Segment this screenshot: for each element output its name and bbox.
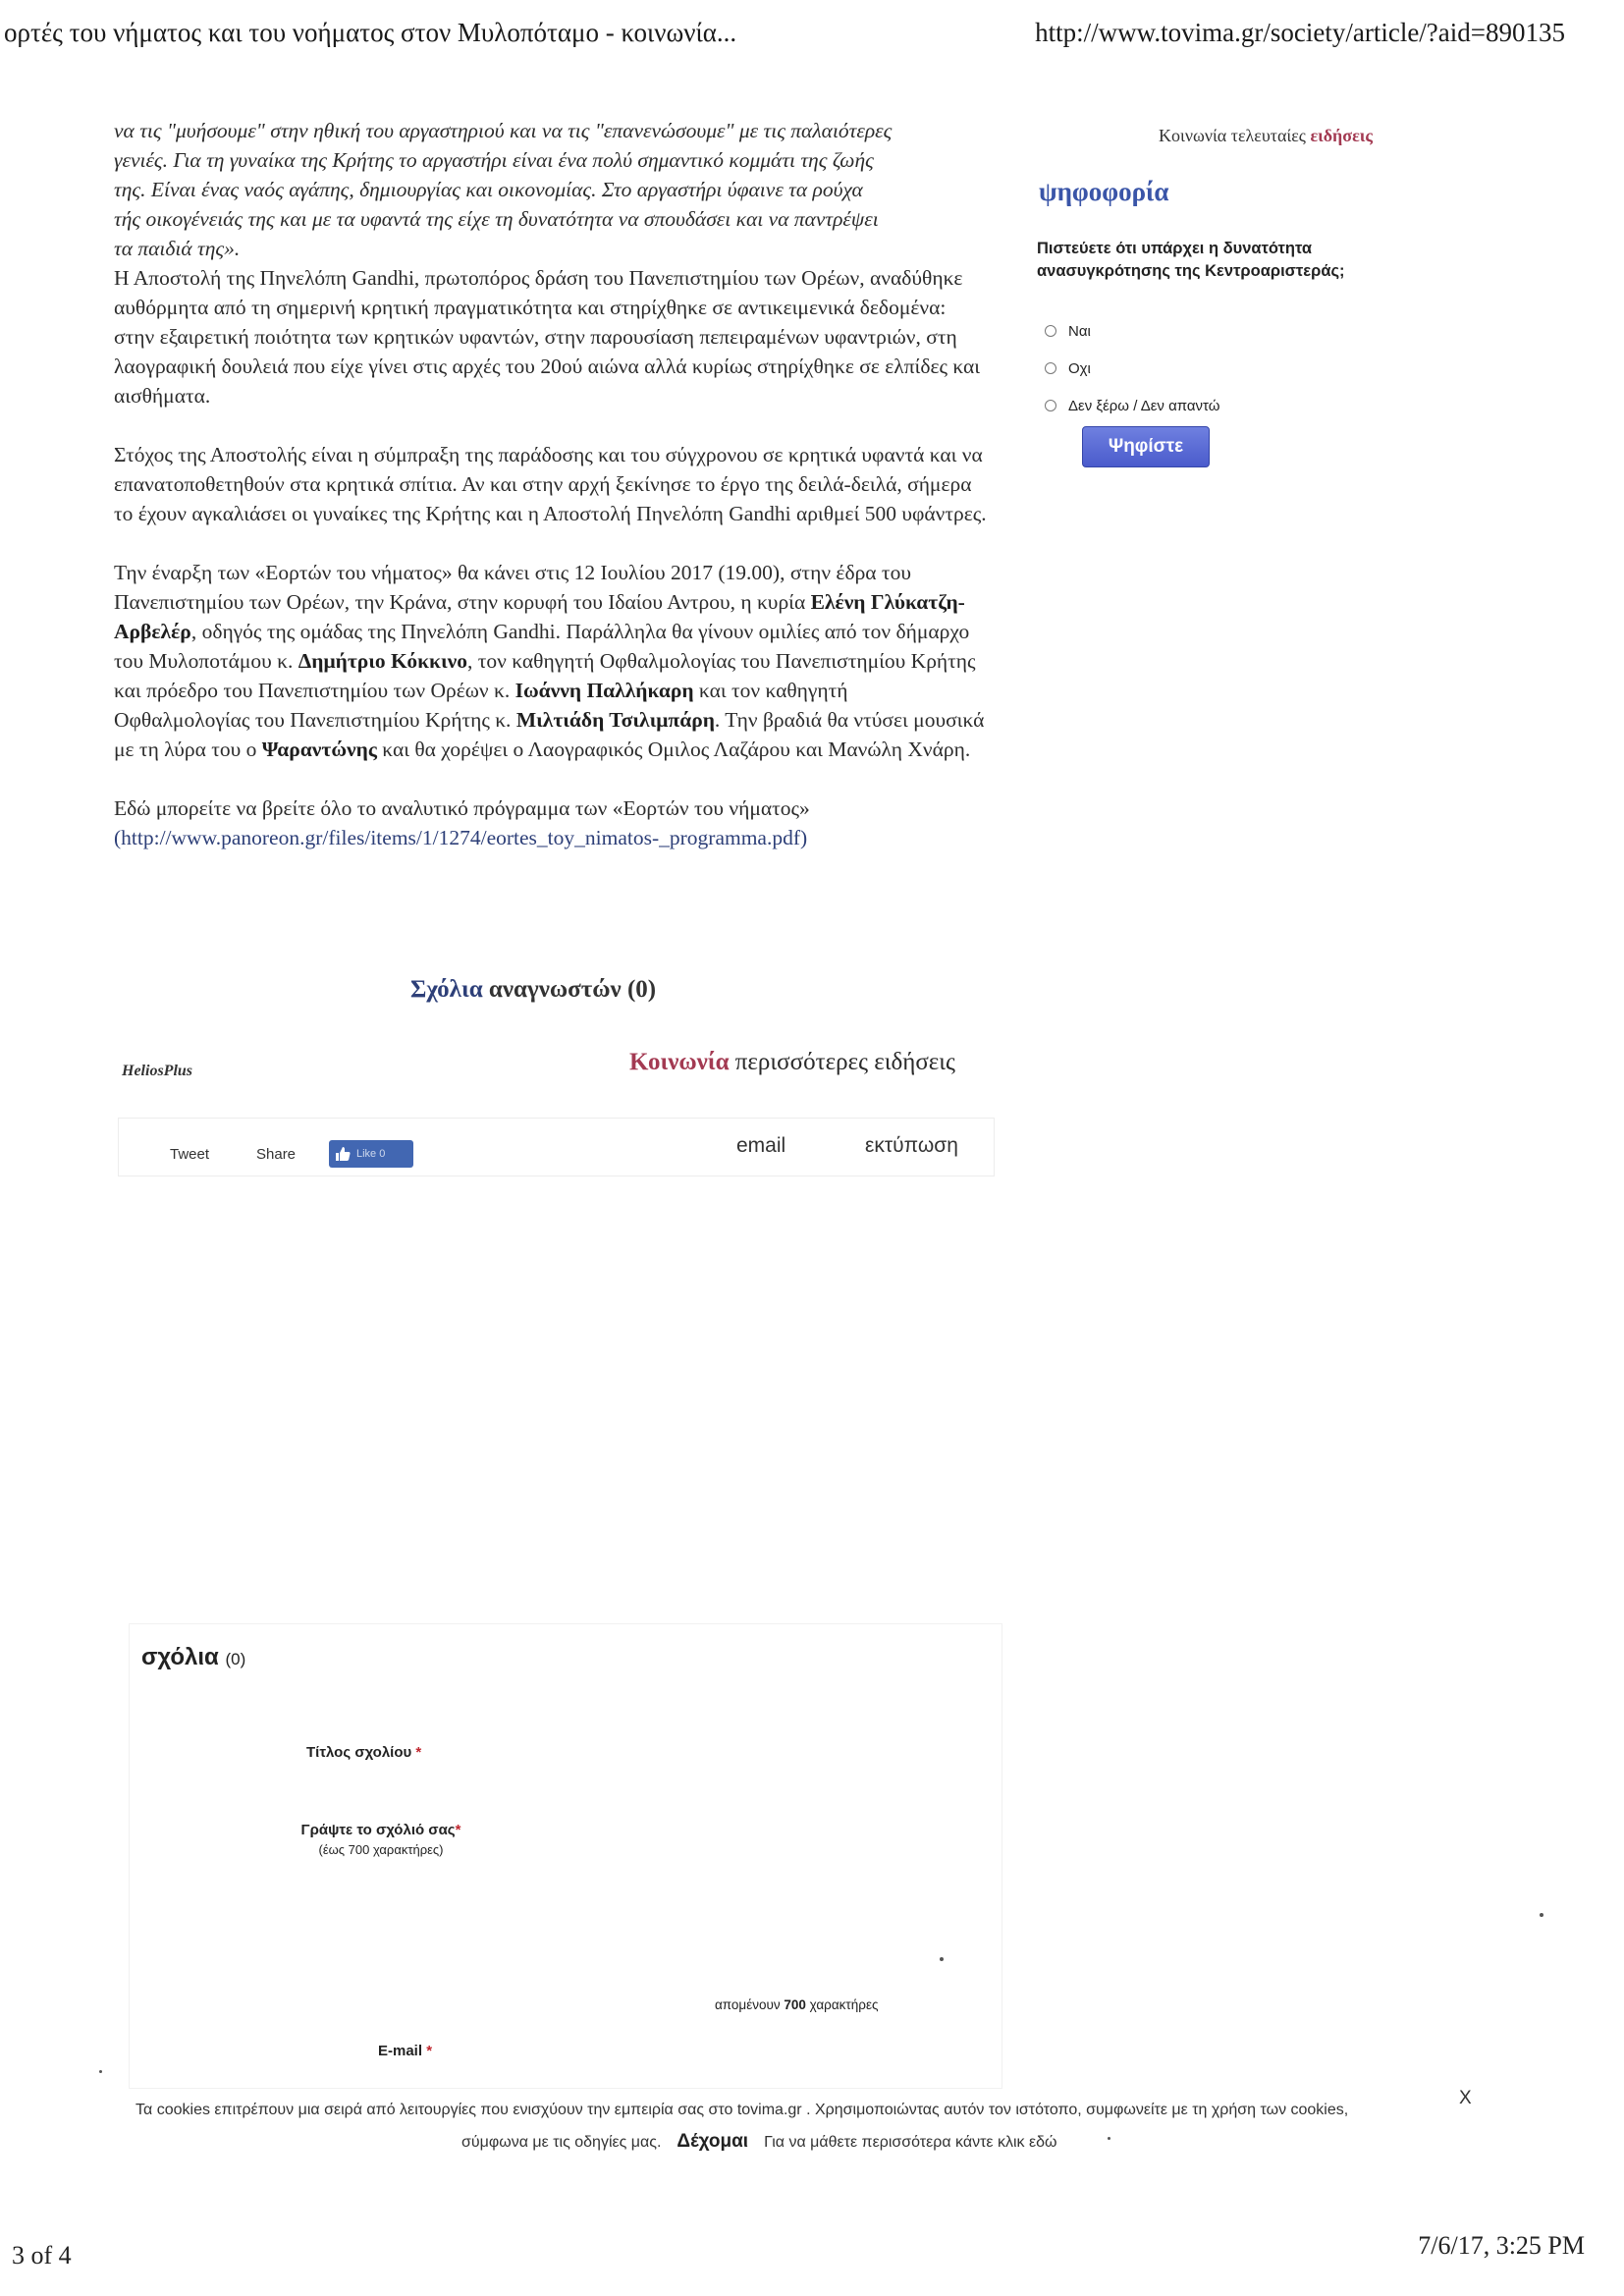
poll-option-no[interactable]	[1045, 350, 1219, 387]
article-paragraph	[114, 793, 988, 852]
vote-button[interactable]: Ψηφίστε	[1082, 426, 1210, 467]
comment-form-heading	[141, 1644, 245, 1671]
accept-cookies-button[interactable]: Δέχομαι	[677, 2131, 749, 2152]
required-mark: *	[415, 1744, 422, 1761]
poll-question: Πιστεύετε ότι υπάρχει η δυνατότητα ανασυγκρότησης της Κεντροαριστεράς;	[1037, 240, 1345, 280]
quote-line: να τις "μυήσουμε" στην ηθική του αργαστηριού και να τις "επανενώσουμε" με τις παλαιότερες	[114, 119, 893, 142]
tweet-button[interactable]: Tweet	[170, 1146, 210, 1163]
radio-button[interactable]	[1045, 400, 1056, 411]
email-link[interactable]: email	[736, 1134, 786, 1157]
scan-speck	[1540, 1913, 1543, 1917]
scan-speck	[1108, 2137, 1110, 2140]
more-news-link[interactable]	[629, 1049, 955, 1076]
program-pdf-link[interactable]: (http://www.panoreon.gr/files/items/1/1274/eortes_toy_nimatos-_programma.pdf)	[114, 826, 808, 849]
quote-line: τής οικογένειάς της και με τα υφαντά της είχε τη δυνατότητα να σπουδάσει και να παντρέψει	[114, 207, 879, 231]
scan-speck	[99, 2070, 102, 2073]
poll-option-yes[interactable]	[1045, 312, 1219, 350]
comment-length-hint: (έως 700 χαρακτήρες)	[318, 1842, 444, 1857]
poll-option-label: Οχι	[1068, 359, 1091, 377]
cookie-more-info-link[interactable]: Για να μάθετε περισσότερα κάντε κλικ εδώ	[764, 2134, 1057, 2151]
poll-option-label: Δεν ξέρω / Δεν απαντώ	[1068, 397, 1220, 414]
remaining-characters	[715, 1997, 878, 2012]
comments-heading-accent: Σχόλια	[410, 976, 483, 1003]
person-name: Ελένη Γλύκατζη-Αρβελέρ	[114, 590, 965, 643]
radio-button[interactable]	[1045, 362, 1056, 374]
poll-option-label: Ναι	[1068, 322, 1091, 340]
print-link[interactable]: εκτύπωση	[865, 1134, 958, 1157]
person-name: Δημήτριο Κόκκινο	[298, 649, 468, 673]
quote-line: τα παιδιά της».	[114, 237, 241, 260]
paragraph-text: Την έναρξη των «Εορτών του νήματος» θα κάνει στις 12 Ιουλίου 2017 (19.00), στην έδρα του Πανεπιστημίου των Ορέων, την Κράνα, στην κορυφή του Ιδαίου Αντρου, η κυρία	[114, 561, 911, 614]
more-news-text: περισσότερες ειδήσεις	[729, 1049, 955, 1075]
person-name: Ιωάννη Παλλήκαρη	[514, 679, 694, 702]
print-page-title: ορτές του νήματος και του νοήματος στον Μυλοπόταμο - κοινωνία...	[4, 18, 737, 47]
like-button[interactable]	[329, 1140, 413, 1168]
required-mark: *	[426, 2043, 433, 2059]
article-body	[114, 116, 988, 882]
remaining-count: 700	[784, 1997, 806, 2012]
thumbs-up-icon	[335, 1146, 351, 1162]
latest-news-accent: ειδήσεις	[1310, 126, 1373, 145]
cookie-notice	[108, 2088, 1522, 2157]
required-mark: *	[455, 1822, 461, 1838]
share-button[interactable]: Share	[256, 1146, 297, 1163]
comment-form-title: σχόλια	[141, 1644, 219, 1670]
quote-line: της. Είναι ένας ναός αγάπης, δημιουργίας και οικονομίας. Στο αργαστήρι ύφαινε τα ρούχα	[114, 178, 863, 201]
paragraph-text: Εδώ μπορείτε να βρείτε όλο το αναλυτικό πρόγραμμα των «Εορτών του νήματος»	[114, 796, 810, 820]
radio-button[interactable]	[1045, 325, 1056, 337]
quote-line: γενιές. Για τη γυναίκα της Κρήτης το αργαστήρι είναι ένα πολύ σημαντικό κομμάτι της ζωής	[114, 148, 874, 172]
comment-count: (0)	[225, 1650, 246, 1668]
more-news-section: Κοινωνία	[629, 1049, 730, 1075]
print-header	[0, 14, 1624, 53]
remaining-prefix: απομένουν	[715, 1997, 785, 2012]
email-label	[378, 2043, 432, 2059]
label-text: Τίτλος σχολίου	[306, 1744, 412, 1761]
remaining-suffix: χαρακτήρες	[805, 1997, 879, 2012]
scan-speck	[940, 1957, 944, 1961]
paragraph-text: και τον καθηγητή Οφθαλμολογίας του Πανεπιστημίου Κρήτης κ.	[114, 679, 848, 732]
paragraph-text: , οδηγός της ομάδας της Πηνελόπη Gandhi. Παράλληλα θα γίνουν ομιλίες από τον δήμαρχο του Μυλοποτάμου κ.	[114, 620, 970, 673]
poll-options	[1045, 312, 1219, 424]
comments-heading-rest: αναγνωστών (0)	[482, 976, 657, 1003]
paragraph-text: . Την βραδιά θα ντύσει μουσικά με τη λύρα του ο	[114, 708, 985, 761]
label-text: Γράψτε το σχόλιό σας	[300, 1822, 456, 1838]
latest-news-link[interactable]	[1159, 126, 1373, 146]
share-bar	[118, 1118, 995, 1176]
person-name: Μιλτιάδη Τσιλιμπάρη	[515, 708, 715, 732]
comment-body-label	[297, 1822, 465, 1838]
heliosplus-logo[interactable]: HeliosPlus	[122, 1063, 193, 1079]
article-paragraph	[114, 558, 988, 764]
like-label: Like 0	[356, 1148, 386, 1160]
article-paragraph: Η Αποστολή της Πηνελόπη Gandhi, πρωτοπόρος δράση του Πανεπιστημίου των Ορέων, αναδύθηκε αυθόρμητα από τη σημερινή κρητική πραγματικότητα και στηρίχθηκε σε αντικειμενικά δεδομένα: στην εξαιρετική ποιότητα των κρητικών υφαντών, στην παρουσίαση πεπειραμένων υφαντριών, στη λαογραφική δουλειά που είχε γίνει στις αρχές του 20ού αιώνα αλλά κυρίως στηρίχθηκε σε ελπίδες και αισθήματα.	[114, 266, 981, 408]
paragraph-text: και θα χορέψει ο Λαογραφικός Ομιλος Λαζάρου και Μανώλη Χνάρη.	[376, 738, 971, 761]
comment-title-label	[306, 1744, 421, 1761]
poll-option-dont-know[interactable]	[1045, 387, 1219, 424]
latest-news-prefix: Κοινωνία τελευταίες	[1159, 126, 1311, 145]
article-paragraph: Στόχος της Αποστολής είναι η σύμπραξη της παράδοσης και του σύγχρονου σε κρητικά υφαντά και να επανατοποθετηθούν στα κρητικά σπίτια. Αν και στην αρχή ξεκίνησε το έργο της δειλά-δειλά, σήμερα το έχουν αγκαλιάσει οι γυναίκες της Κρήτης και η Αποστολή Πηνελόπη Gandhi αριθμεί 500 υφάντρες.	[114, 443, 987, 525]
poll-title: ψηφοφορία	[1039, 177, 1169, 206]
close-icon[interactable]: X	[1459, 2088, 1472, 2108]
page-number: 3 of 4	[12, 2241, 72, 2269]
cookie-notice-suffix: σύμφωνα με τις οδηγίες μας.	[461, 2134, 662, 2151]
print-timestamp: 7/6/17, 3:25 PM	[1418, 2231, 1585, 2260]
print-page-url: http://www.tovima.gr/society/article/?aid=890135	[1035, 18, 1565, 47]
article-quote	[114, 116, 988, 263]
person-name: Ψαραντώνης	[261, 738, 377, 761]
cookie-notice-text: Τα cookies επιτρέπουν μια σειρά από λειτουργίες που ενισχύουν την εμπειρία σας στο tovima.gr . Χρησιμοποιώντας αυτόν τον ιστότοπο, συμφωνείτε με τη χρήση των cookies,	[135, 2102, 1349, 2118]
cookie-notice-actions	[461, 2131, 1057, 2153]
reader-comments-heading[interactable]	[410, 976, 656, 1004]
label-text: E-mail	[378, 2043, 423, 2059]
comment-form	[129, 1623, 1002, 2089]
paragraph-text: , τον καθηγητή Οφθαλμολογίας του Πανεπιστημίου Κρήτης και πρόεδρο του Πανεπιστημίου των Ορέων κ.	[114, 649, 976, 702]
